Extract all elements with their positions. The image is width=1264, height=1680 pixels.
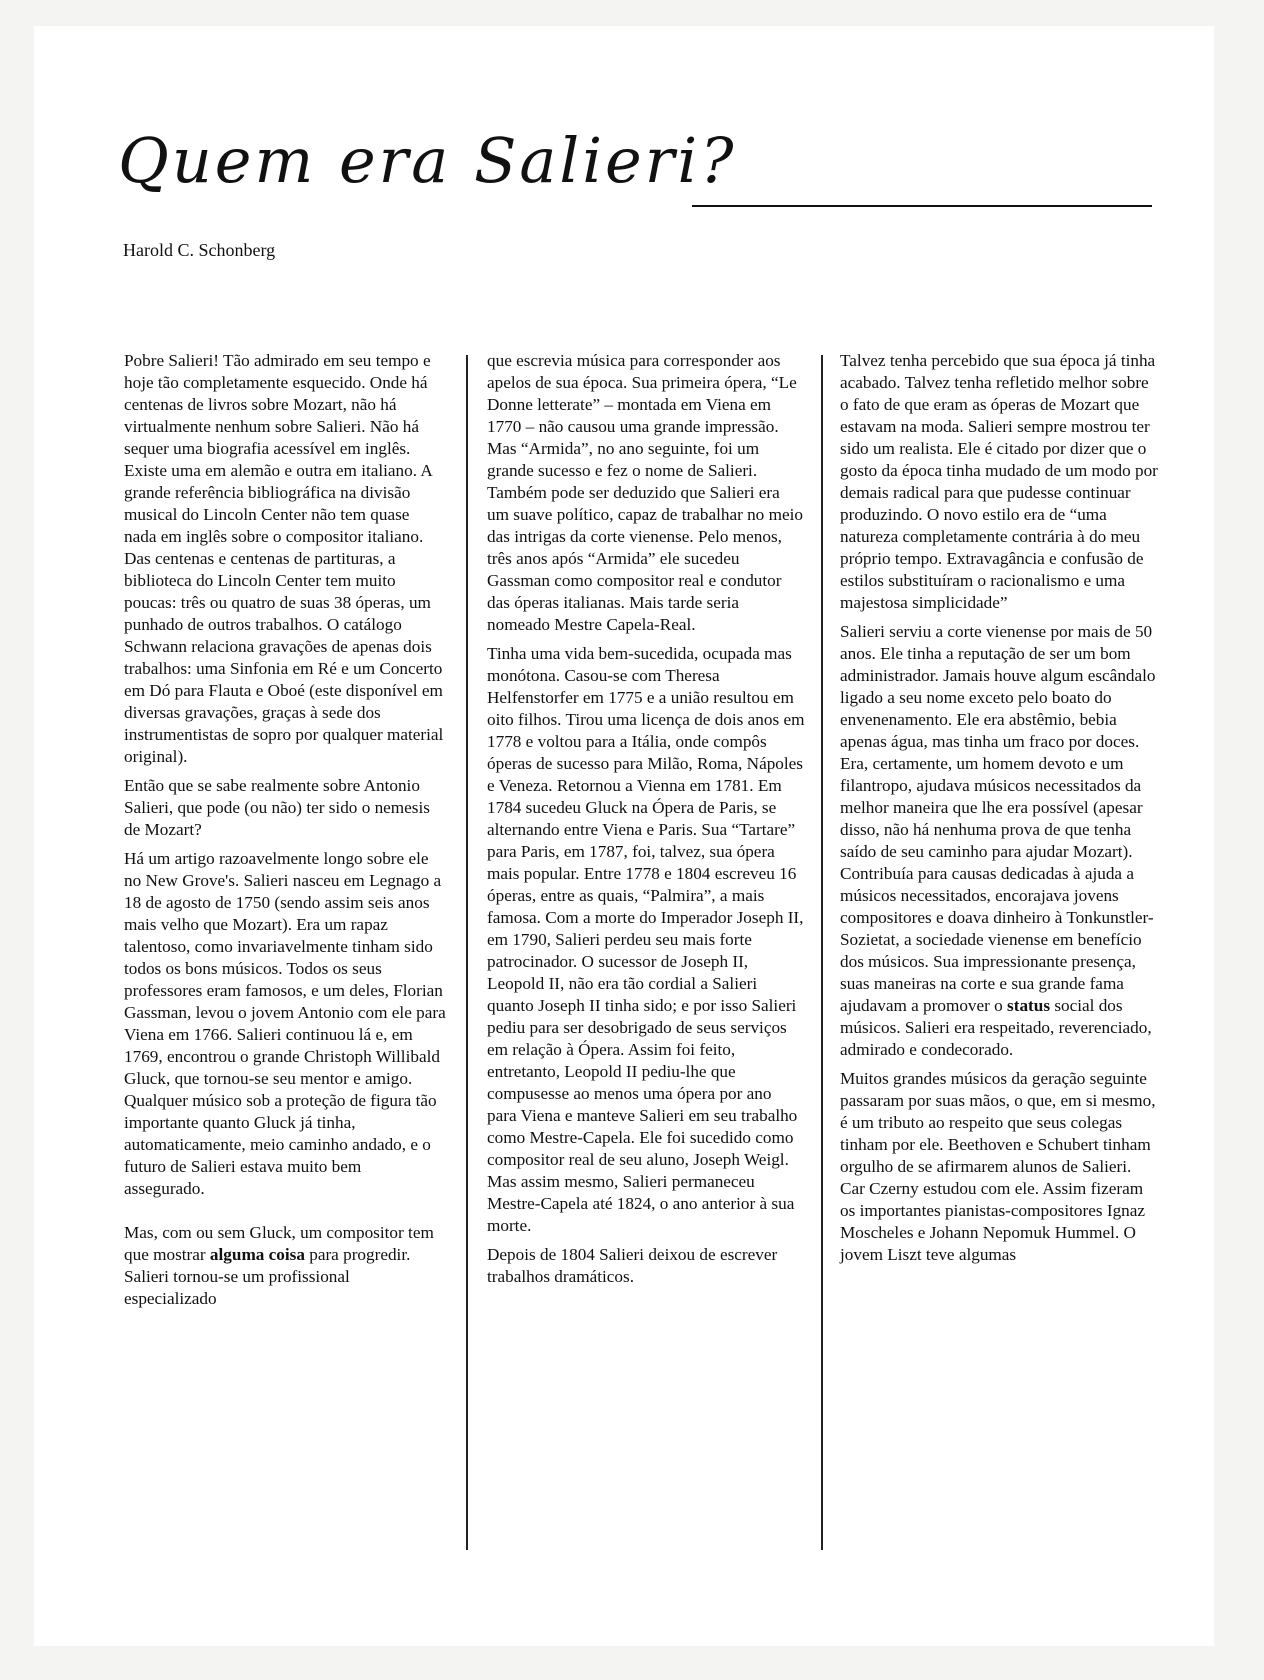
article-title: Quem era Salieri? [118,124,737,197]
paragraph: Muitos grandes músicos da geração seguinte passaram por suas mãos, o que, em si mesmo, é um tributo ao respeito que seus colegas tinham por ele. Beethoven e Schubert tinham orgulho de se afirmarem alunos de Salieri. Car Czerny estudou com ele. Assim fizeram os importantes pianistas-compositores Ignaz Moscheles e Johann Nepomuk Hummel. O jovem Liszt teve algumas [840,1069,1156,1264]
paragraph: Então que se sabe realmente sobre Antonio Salieri, que pode (ou não) ter sido o nemesis de Mozart? [124,776,430,839]
text-column-2 [487,350,805,1295]
paragraph: Tinha uma vida bem-sucedida, ocupada mas monótona. Casou-se com Theresa Helfenstorfer em 1775 e a união resultou em oito filhos. Tirou uma licença de dois anos em 1778 e voltou para a Itália, onde compôs óperas de sucesso para Milão, Roma, Nápoles e Veneza. Retornou a Vienna em 1781. Em 1784 sucedeu Gluck na Ópera de Paris, se alternando entre Viena e Paris. Sua “Tartare” para Paris, em 1787, foi, talvez, sua ópera mais popular. Entre 1778 e 1804 escreveu 16 óperas, entre as quais, “Palmira”, a mais famosa. Com a morte do Imperador Joseph II, em 1790, Salieri perdeu seu mais forte patrocinador. O sucessor de Joseph II, Leopold II, não era tão cordial a Salieri quanto Joseph II tinha sido; e por isso Salieri pediu para ser desobrigado de seus serviços em relação à Ópera. Assim foi feito, entretanto, Leopold II pediu-lhe que compusesse ao menos uma ópera por ano para Viena e manteve Salieri em seu trabalho como Mestre-Capela. Ele foi sucedido como compositor real de seu aluno, Joseph Weigl. Mas assim mesmo, Salieri permaneceu Mestre-Capela até 1824, o ano anterior à sua morte. [487,644,805,1235]
column-divider [466,355,468,1550]
paragraph-text: para progredir. Salieri tornou-se um profissional especializado [124,1245,411,1308]
paragraph-text: Mas, com ou sem Gluck, um compositor tem que mostrar [124,1223,434,1264]
title-rule [692,205,1152,207]
paragraph: Talvez tenha percebido que sua época já tinha acabado. Talvez tenha refletido melhor sobre o fato de que eram as óperas de Mozart que estavam na moda. Salieri sempre mostrou ter sido um realista. Ele é citado por dizer que o gosto da época tinha mudado de um modo por demais radical para que pudesse continuar produzindo. O novo estilo era de “uma natureza completamente contrária à do meu próprio tempo. Extravagância e confusão de estilos substituíram o racionalismo e uma majestosa simplicidade” [840,351,1158,612]
paragraph-text: social dos músicos. Salieri era respeitado, reverenciado, admirado e condecorado. [840,996,1152,1059]
paragraph: Há um artigo razoavelmente longo sobre ele no New Grove's. Salieri nasceu em Legnago a 18 de agosto de 1750 (sendo assim seis anos mais velho que Mozart). Era um rapaz talentoso, como invariavelmente tinham sido todos os bons músicos. Todos os seus professores eram famosos, e um deles, Florian Gassman, levou o jovem Antonio com ele para Viena em 1766. Salieri continuou lá e, em 1769, encontrou o grande Christoph Willibald Gluck, que tornou-se seu mentor e amigo. Qualquer músico sob a proteção de figura tão importante quanto Gluck já tinha, automaticamente, meio caminho andado, e o futuro de Salieri estava muito bem assegurado. [124,849,446,1198]
emphasis: status [1007,996,1051,1015]
paragraph [124,1222,446,1310]
author-byline: Harold C. Schonberg [123,240,276,260]
paragraph: Pobre Salieri! Tão admirado em seu tempo e hoje tão completamente esquecido. Onde há centenas de livros sobre Mozart, não há virtualmente nenhum sobre Salieri. Não há sequer uma biografia acessível em inglês. Existe uma em alemão e outra em italiano. A grande referência bibliográfica na divisão musical do Lincoln Center não tem quase nada em inglês sobre o compositor italiano. Das centenas e centenas de partituras, a biblioteca do Lincoln Center tem muito poucas: três ou quatro de suas 38 óperas, um punhado de outros trabalhos. O catálogo Schwann relaciona gravações de apenas dois trabalhos: uma Sinfonia em Ré e um Concerto em Dó para Flauta e Oboé (este disponível em diversas gravações, graças à sede dos instrumentistas de sopro por qualquer material original). [124,351,444,766]
paragraph-text: Salieri serviu a corte vienense por mais de 50 anos. Ele tinha a reputação de ser um bom administrador. Jamais houve algum escândalo ligado a seu nome exceto pelo boato do envenenamento. Ele era abstêmio, bebia apenas água, mas tinha um fraco por doces. Era, certamente, um homem devoto e um filantropo, ajudava músicos necessitados da melhor maneira que lhe era possível (apesar disso, não há nenhuma prova de que tenha saído de seu caminho para ajudar Mozart). Contribuía para causas dedicadas à ajuda a músicos necessitados, encorajava jovens compositores e doava dinheiro à Tonkunstler-Sozietat, a sociedade vienense em benefício dos músicos. Sua impressionante presença, suas maneiras na corte e sua grande fama ajudavam a promover o [840,622,1156,1015]
text-column-3 [840,350,1160,1273]
column-divider [821,355,823,1550]
emphasis: alguma coisa [209,1245,305,1264]
paragraph: que escrevia música para corresponder aos apelos de sua época. Sua primeira ópera, “Le Donne letterate” – montada em Viena em 1770 – não causou uma grande impressão. Mas “Armida”, no ano seguinte, foi um grande sucesso e fez o nome de Salieri. Também pode ser deduzido que Salieri era um suave político, capaz de trabalhar no meio das intrigas da corte vienense. Pelo menos, três anos após “Armida” ele sucedeu Gassman como compositor real e condutor das óperas italianas. Mais tarde seria nomeado Mestre Capela-Real. [487,351,803,634]
text-column-1 [124,350,446,1317]
paragraph: Depois de 1804 Salieri deixou de escrever trabalhos dramáticos. [487,1245,778,1286]
paragraph [840,621,1160,1061]
